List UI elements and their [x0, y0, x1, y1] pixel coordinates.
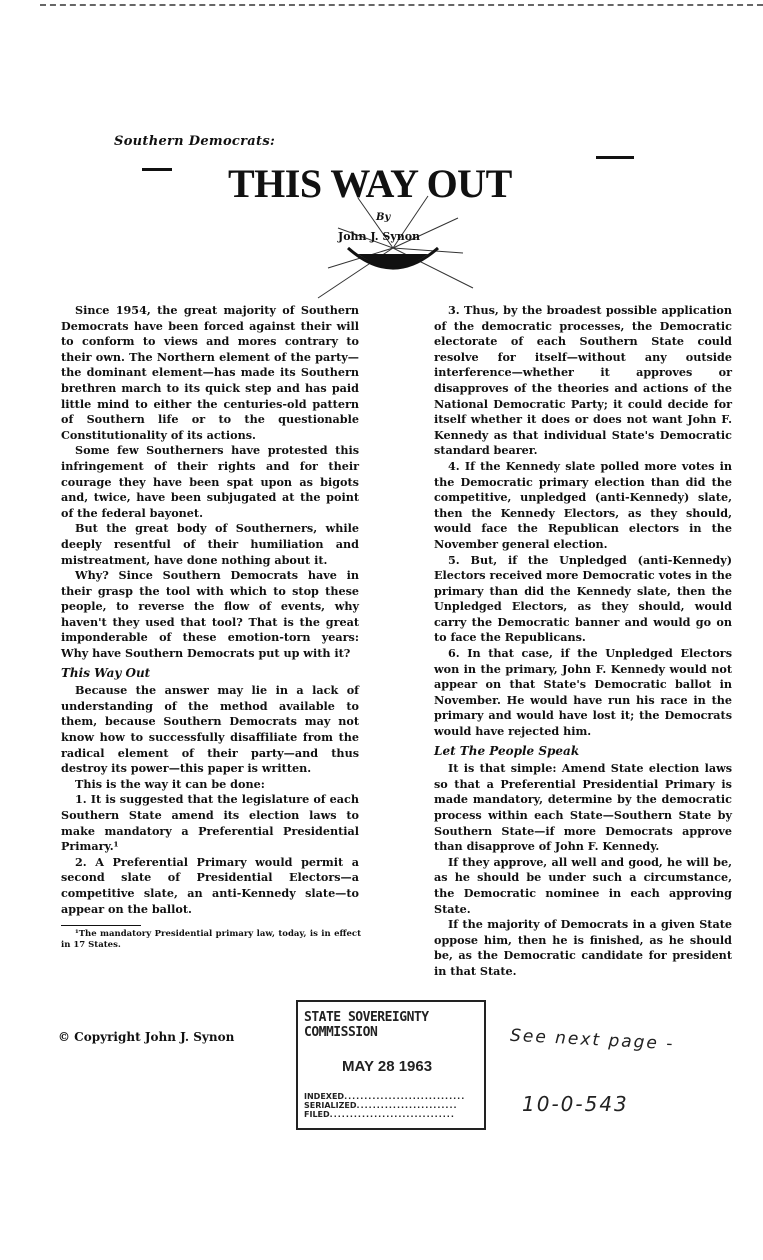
title-dash-right — [596, 156, 634, 159]
footnote: ¹The mandatory Presidential primary law, today, is in effect in 17 States. — [61, 929, 361, 951]
article-kicker: Southern Democrats: — [114, 134, 276, 149]
stamp-fields: INDEXED.............................. SERIALIZED......................... FILED............................... — [304, 1092, 466, 1119]
paragraph: If the majority of Democrats in a given State oppose him, then he is finished, as he should be, as the Democratic candidate for president in that State. — [434, 917, 732, 978]
paragraph: But the great body of Southerners, while deeply resentful of their humiliation and mistreatment, have done nothing about it. — [61, 521, 359, 567]
handwritten-file-number: 10-0-543 — [522, 1092, 629, 1116]
stamp-filed: FILED — [304, 1110, 330, 1119]
stamp-indexed: INDEXED — [304, 1092, 345, 1101]
title-dash-left — [142, 168, 172, 171]
paragraph: 6. In that case, if the Unpledged Electors won in the primary, John F. Kennedy would not appear on that State's Democratic ballot in November. He would have run his race in the primary and would have lost it; the Democrats would have rejected him. — [434, 646, 732, 739]
stamp-header: STATE SOVEREIGNTY COMMISSION — [304, 1010, 429, 1040]
copyright-notice: © Copyright John J. Synon — [58, 1030, 235, 1044]
section-heading: Let The People Speak — [434, 743, 580, 758]
byline-author: John J. Synon — [338, 230, 421, 243]
paragraph: 5. But, if the Unpledged (anti-Kennedy) Electors received more Democratic votes in the primary than did the Kennedy slate, then the Unpledged Electors, as they should, would carry the Democratic banner and would go on to face the Republicans. — [434, 552, 732, 645]
stamp-date: MAY 28 1963 — [342, 1058, 433, 1075]
top-border-line — [40, 4, 763, 6]
paragraph: Since 1954, the great majority of Southern Democrats have been forced against their will to conform to views and mores contrary to their own. The Northern element of the party—the dominant element—has made its Southern brethren march to its quick step and has paid little mind to either the centuries-old pattern of Southern life or to the questionable Constitutionality of its actions. — [61, 303, 359, 442]
paragraph: Some few Southerners have protested this infringement of their rights and for their courage they have been spat upon as bigots and, twice, have been subjugated at the point of the federal bayonet. — [61, 443, 359, 520]
paragraph: 4. If the Kennedy slate polled more votes in the Democratic primary election than did the competitive, unpledged (anti-Kennedy) slate, then the Kennedy Electors, as they should, would face the Republican electors in the November general election. — [434, 458, 732, 551]
paragraph: 1. It is suggested that the legislature of each Southern State amend its election laws to make mandatory a Preferential Presidential Primary.¹ — [61, 792, 359, 854]
paragraph: 2. A Preferential Primary would permit a second slate of Presidential Electors—a competitive slate, an anti-Kennedy slate—to appear on the ballot. — [61, 854, 359, 916]
article-title: THIS WAY OUT — [228, 161, 512, 206]
paragraph: Why? Since Southern Democrats have in their grasp the tool with which to stop these people, to reverse the flow of events, why haven't they used that tool? That is the great imponderable of these emotion-torn years: Why have Southern Democrats put up with it? — [61, 568, 359, 661]
paragraph: If they approve, all well and good, he will be, as he should be under such a circumstance, the Democratic nominee in each approving State. — [434, 854, 732, 916]
stamp-serialized: SERIALIZED — [304, 1101, 357, 1110]
paragraph: Because the answer may lie in a lack of understanding of the method available to them, because Southern Democrats may not know how to successfully disaffiliate from the radical element of their party—and thus destroy its power—this paper is written. — [61, 683, 359, 776]
paragraph: 3. Thus, by the broadest possible application of the democratic processes, the Democratic electorate of each Southern State could resolve for itself—without any outside interference—whether it approves or disapproves of the theories and actions of the National Democratic Party; it could decide for itself whether it does or does not want John F. Kennedy as that individual State's Democratic standard bearer. — [434, 303, 732, 458]
section-heading: This Way Out — [61, 665, 151, 680]
paragraph: This is the way it can be done: — [75, 776, 265, 791]
article-column-left — [61, 303, 359, 951]
article-column-right — [434, 303, 732, 980]
paragraph: It is that simple: Amend State election laws so that a Preferential Presidential Primary is made mandatory, determine by the democratic process within each State—Southern State by Southern State—if more Democrats approve than disapprove of John F. Kennedy. — [434, 761, 732, 854]
received-stamp — [296, 1000, 486, 1130]
handwritten-note: See next page - — [509, 1025, 675, 1055]
byline-by: By — [376, 212, 391, 223]
